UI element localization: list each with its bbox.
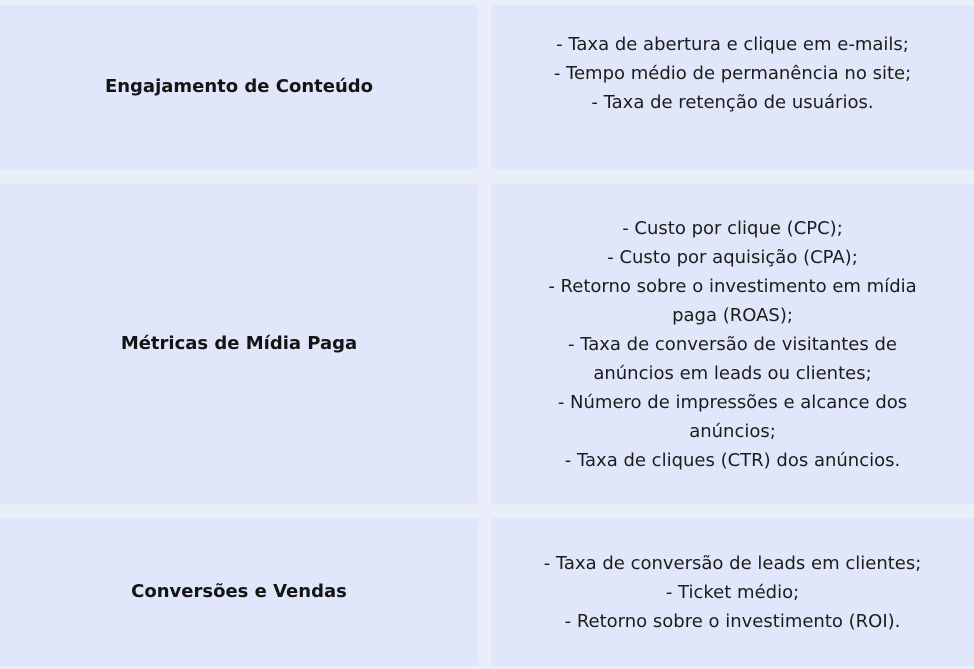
metric-line: - Retorno sobre o investimento (ROI). — [564, 610, 901, 632]
metrics-cell-content-engagement — [491, 5, 974, 169]
metric-line: - Taxa de conversão de leads em clientes; — [543, 552, 922, 574]
metric-line: paga (ROAS); — [672, 304, 793, 326]
metrics-cell-paid-media — [491, 184, 974, 504]
metric-line: - Retorno sobre o investimento em mídia — [548, 275, 917, 297]
category-cell-conversions-sales — [0, 518, 478, 666]
metric-line: - Taxa de retenção de usuários. — [591, 91, 874, 113]
category-label: Métricas de Mídia Paga — [120, 333, 358, 354]
metric-line: anúncios; — [689, 420, 776, 442]
metric-line: anúncios em leads ou clientes; — [593, 362, 872, 384]
metric-line: - Taxa de conversão de visitantes de — [568, 333, 897, 355]
category-label: Conversões e Vendas — [131, 581, 347, 602]
metric-line: - Ticket médio; — [665, 581, 800, 603]
metrics-list — [528, 214, 936, 475]
metric-line: - Taxa de cliques (CTR) dos anúncios. — [564, 449, 901, 471]
metric-line: - Tempo médio de permanência no site; — [553, 62, 912, 84]
category-cell-content-engagement — [0, 5, 478, 169]
metric-line: - Custo por aquisição (CPA); — [607, 246, 858, 268]
category-cell-paid-media — [0, 184, 478, 504]
metric-line: - Custo por clique (CPC); — [622, 217, 843, 239]
category-label: Engajamento de Conteúdo — [104, 76, 374, 97]
metrics-list — [534, 30, 931, 117]
metric-line: - Taxa de abertura e clique em e-mails; — [556, 33, 909, 55]
metrics-list — [524, 549, 942, 636]
metrics-cell-conversions-sales — [491, 518, 974, 666]
metric-line: - Número de impressões e alcance dos — [557, 391, 908, 413]
